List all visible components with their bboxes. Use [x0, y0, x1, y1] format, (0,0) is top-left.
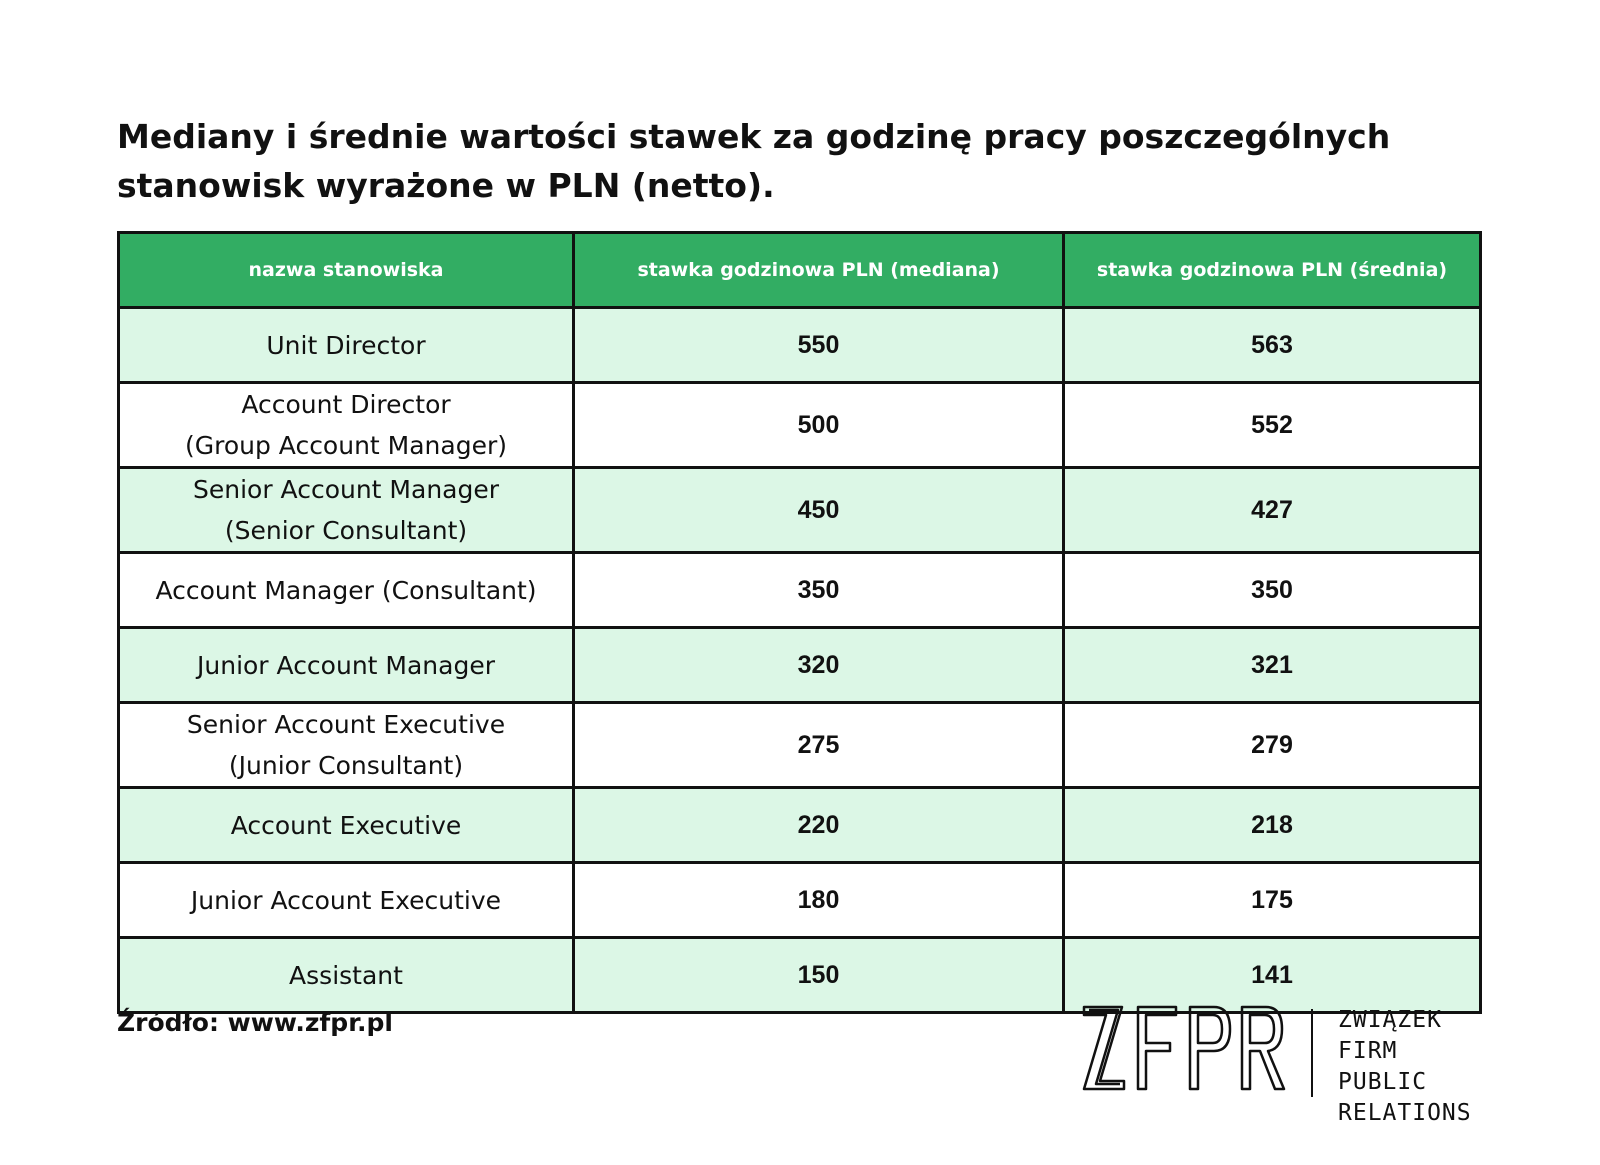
mean-rate-cell: 427	[1064, 468, 1481, 553]
position-name-line: Junior Account Manager	[197, 650, 495, 680]
table-body	[119, 308, 1481, 1013]
logo-divider	[1311, 1009, 1313, 1097]
mean-rate-cell: 279	[1064, 703, 1481, 788]
mean-rate-cell: 321	[1064, 628, 1481, 703]
table-row	[119, 308, 1481, 383]
table-row	[119, 938, 1481, 1013]
header-position-name: nazwa stanowiska	[119, 233, 574, 308]
table-row	[119, 788, 1481, 863]
position-name-line: Junior Account Executive	[190, 885, 502, 915]
median-rate-cell: 320	[574, 628, 1064, 703]
table-row	[119, 468, 1481, 553]
median-rate-cell: 450	[574, 468, 1064, 553]
position-name-cell	[119, 938, 574, 1013]
position-name-line: Assistant	[289, 960, 403, 990]
title-line-2: stanowisk wyrażone w PLN (netto).	[117, 166, 775, 205]
mean-rate-cell: 141	[1064, 938, 1481, 1013]
table-row	[119, 703, 1481, 788]
median-rate-cell: 180	[574, 863, 1064, 938]
header-median-rate: stawka godzinowa PLN (mediana)	[574, 233, 1064, 308]
position-name-cell	[119, 628, 574, 703]
position-name-line: Account Director	[241, 390, 451, 419]
logo-line-3: RELATIONS	[1338, 1100, 1472, 1126]
position-name-cell	[119, 468, 574, 553]
position-name-cell	[119, 553, 574, 628]
page-title	[117, 112, 1497, 210]
header-mean-rate: stawka godzinowa PLN (średnia)	[1064, 233, 1481, 308]
position-name-cell	[119, 383, 574, 468]
position-name-cell	[119, 703, 574, 788]
position-name-line: Unit Director	[266, 330, 426, 360]
median-rate-cell: 550	[574, 308, 1064, 383]
position-name-line: Account Executive	[230, 810, 462, 840]
median-rate-cell: 275	[574, 703, 1064, 788]
position-name-cell	[119, 788, 574, 863]
zfpr-logo	[1080, 1003, 1500, 1126]
mean-rate-cell: 552	[1064, 383, 1481, 468]
median-rate-cell: 220	[574, 788, 1064, 863]
source-note: Źródło: www.zfpr.pl	[117, 1008, 393, 1037]
table-row	[119, 383, 1481, 468]
position-name-line: Senior Account Executive	[186, 710, 506, 739]
mean-rate-cell: 350	[1064, 553, 1481, 628]
table-row	[119, 553, 1481, 628]
table-header-row	[119, 233, 1481, 308]
title-line-1: Mediany i średnie wartości stawek za godzinę pracy poszczególnych	[117, 117, 1391, 156]
logo-wordmark	[1338, 1005, 1500, 1129]
position-name-line: (Junior Consultant)	[228, 751, 464, 780]
table-row	[119, 628, 1481, 703]
position-name-cell	[119, 863, 574, 938]
zfpr-logo-mark	[1080, 1003, 1290, 1093]
median-rate-cell: 350	[574, 553, 1064, 628]
position-name-line: Senior Account Manager	[192, 475, 500, 504]
median-rate-cell: 500	[574, 383, 1064, 468]
mean-rate-cell: 218	[1064, 788, 1481, 863]
mean-rate-cell: 563	[1064, 308, 1481, 383]
table-row	[119, 863, 1481, 938]
mean-rate-cell: 175	[1064, 863, 1481, 938]
position-name-line: (Senior Consultant)	[224, 516, 468, 545]
position-name-line: (Group Account Manager)	[184, 431, 508, 460]
logo-line-1: ZWIĄZEK FIRM	[1338, 1007, 1442, 1064]
median-rate-cell: 150	[574, 938, 1064, 1013]
position-name-line: Account Manager (Consultant)	[155, 575, 537, 605]
rates-table	[117, 231, 1482, 1014]
logo-line-2: PUBLIC	[1338, 1069, 1428, 1095]
position-name-cell	[119, 308, 574, 383]
